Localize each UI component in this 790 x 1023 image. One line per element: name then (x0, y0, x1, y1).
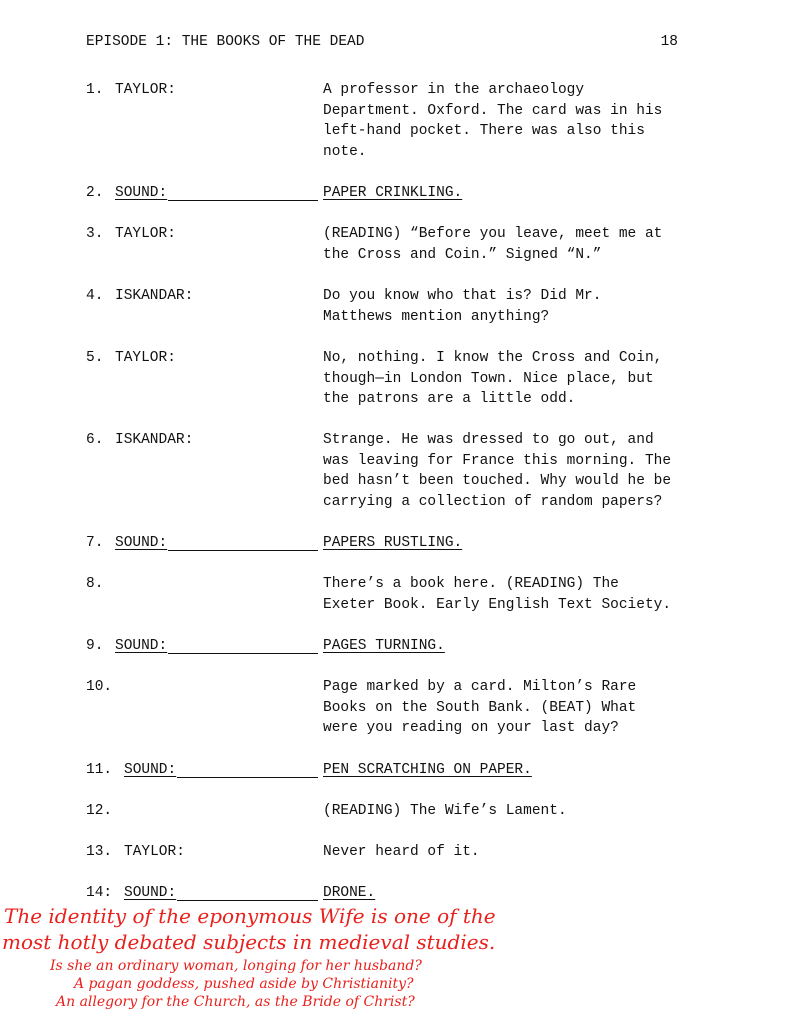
line-text: There’s a book here. (READING) The Exeter Book. Early English Text Society. (323, 576, 672, 613)
line-number: 3. (86, 226, 104, 242)
line-number: 10. (86, 679, 113, 695)
annotation-line-1: The identity of the eponymous Wife is one of the (4, 904, 496, 928)
line-number: 2. (86, 185, 104, 201)
episode-title: EPISODE 1: THE BOOKS OF THE DEAD (86, 34, 365, 50)
line-number: 7. (86, 535, 104, 551)
sound-cue: DRONE. (323, 885, 376, 901)
speaker: SOUND: (124, 885, 177, 901)
speaker: TAYLOR: (115, 226, 176, 242)
line-number: 8. (86, 576, 104, 592)
speaker: TAYLOR: (115, 82, 176, 98)
line-number: 5. (86, 350, 104, 366)
sound-cue: PAPERS RUSTLING. (323, 535, 463, 551)
line-number: 13. (86, 844, 113, 860)
line-number: 6. (86, 432, 104, 448)
sound-cue: PEN SCRATCHING ON PAPER. (323, 762, 532, 778)
line-text: Page marked by a card. Milton’s Rare Books on the South Bank. (BEAT) What were you reading on your last day? (323, 679, 637, 737)
line-number: 12. (86, 803, 113, 819)
sound-cue: PAPER CRINKLING. (323, 185, 463, 201)
line-number: 14: (86, 885, 113, 901)
speaker: ISKANDAR: (115, 432, 194, 448)
line-text: A professor in the archaeology Department. Oxford. The card was in his left-hand pocket. There was also this note. (323, 82, 663, 160)
cue-rule (168, 200, 318, 201)
speaker: TAYLOR: (115, 350, 176, 366)
annotation-line-4: A pagan goddess, pushed aside by Christianity? (74, 976, 414, 992)
line-text: No, nothing. I know the Cross and Coin, though—in London Town. Nice place, but the patrons are a little odd. (323, 350, 663, 408)
line-text: Do you know who that is? Did Mr. Matthews mention anything? (323, 288, 602, 325)
speaker: SOUND: (124, 762, 177, 778)
line-number: 4. (86, 288, 104, 304)
annotation-line-3: Is she an ordinary woman, longing for her husband? (50, 958, 422, 974)
annotation-line-5: An allegory for the Church, as the Bride of Christ? (56, 994, 415, 1010)
cue-rule (177, 777, 318, 778)
line-number: 11. (86, 762, 113, 778)
line-text: Strange. He was dressed to go out, and was leaving for France this morning. The bed hasn’t been touched. Why would he be carrying a collection of random papers? (323, 432, 672, 510)
speaker: ISKANDAR: (115, 288, 194, 304)
speaker: SOUND: (115, 535, 168, 551)
line-number: 1. (86, 82, 104, 98)
line-text: (READING) “Before you leave, meet me at the Cross and Coin.” Signed “N.” (323, 226, 663, 263)
page-number: 18 (660, 34, 678, 50)
speaker: SOUND: (115, 638, 168, 654)
speaker: TAYLOR: (124, 844, 185, 860)
line-text: Never heard of it. (323, 844, 480, 860)
cue-rule (168, 653, 318, 654)
sound-cue: PAGES TURNING. (323, 638, 445, 654)
cue-rule (168, 550, 318, 551)
line-number: 9. (86, 638, 104, 654)
line-text: (READING) The Wife’s Lament. (323, 803, 567, 819)
handwritten-annotation (0, 900, 520, 1018)
annotation-line-2: most hotly debated subjects in medieval studies. (2, 930, 496, 954)
speaker: SOUND: (115, 185, 168, 201)
